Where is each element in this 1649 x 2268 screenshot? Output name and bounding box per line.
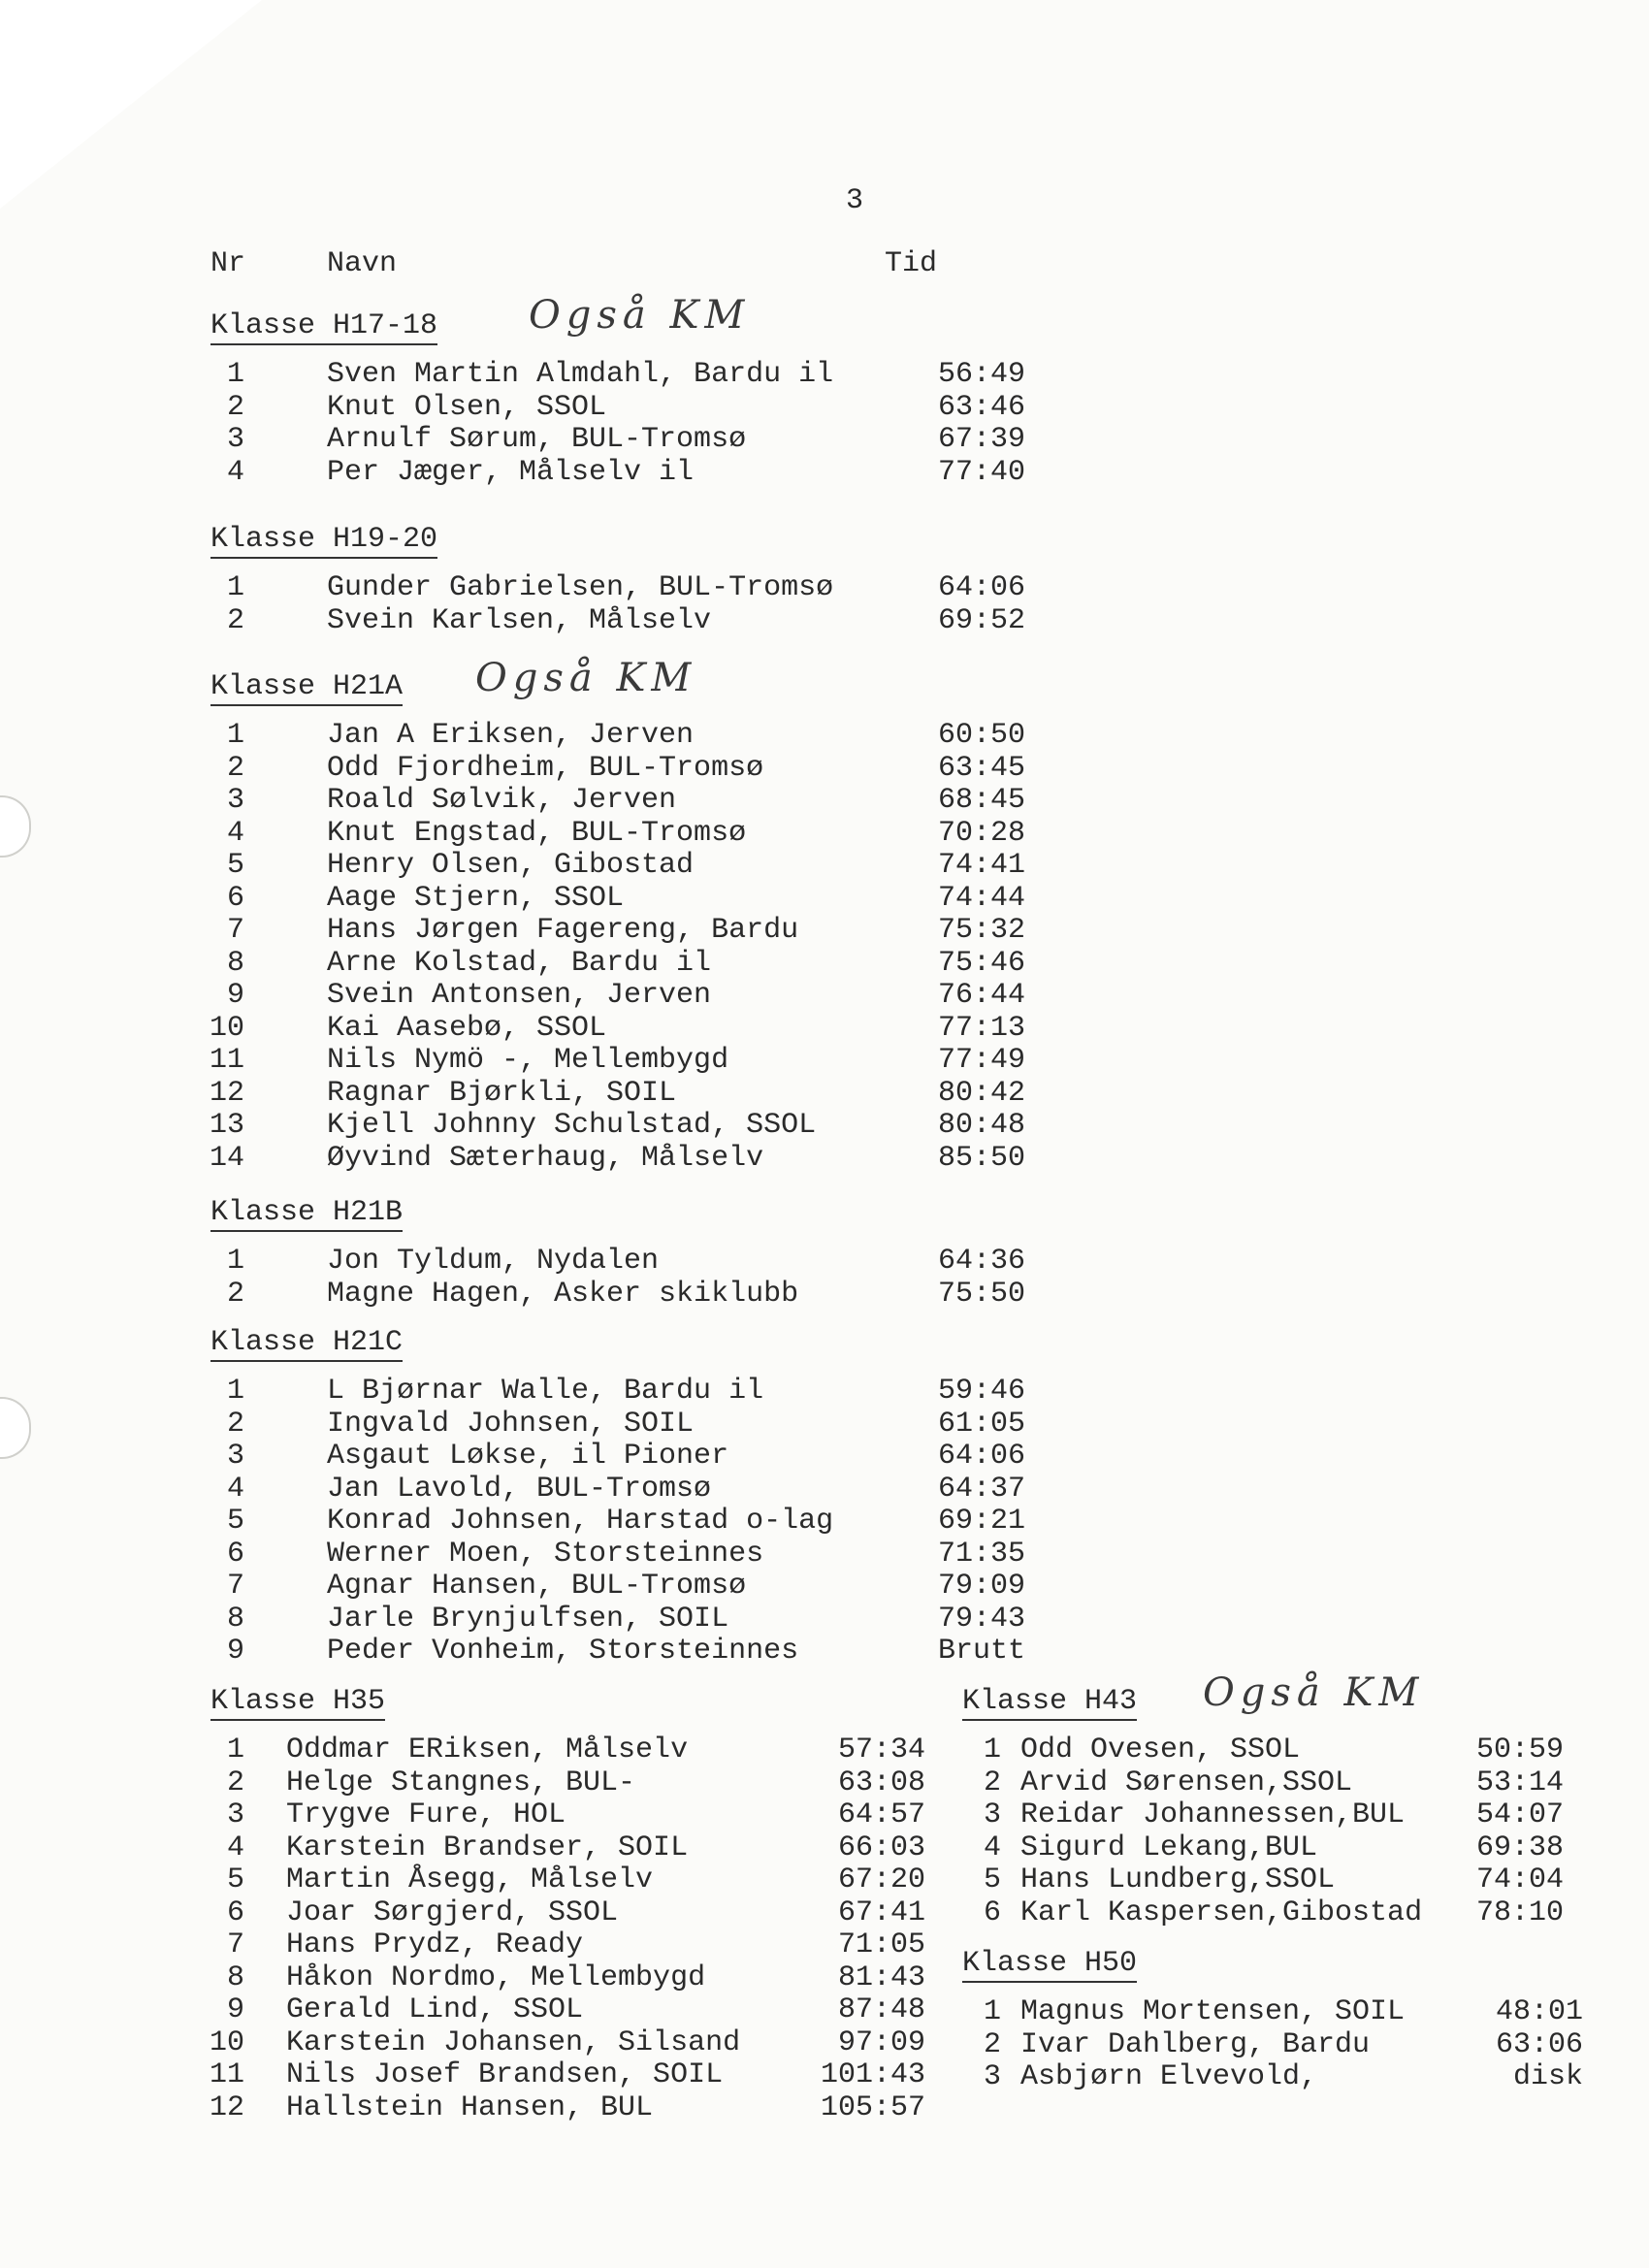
- result-row: [209, 1141, 1025, 1176]
- finish-time: 78:10: [1475, 1895, 1564, 1929]
- result-row: [210, 1537, 1025, 1571]
- runner-name: Kjell Johnny Schulstad, SSOL: [327, 1109, 817, 1142]
- finish-time: 67:41: [837, 1895, 925, 1929]
- section-title: Klasse H35: [210, 1684, 385, 1721]
- result-row: [209, 2025, 925, 2060]
- runner-name: Ragnar Bjørkli, SOIL: [327, 1076, 677, 1110]
- finish-time: 50:59: [1475, 1733, 1564, 1766]
- finish-time: 75:46: [937, 946, 1025, 980]
- place-number: 6: [226, 881, 244, 915]
- result-row: [210, 1928, 925, 1962]
- runner-name: Hallstein Hansen, BUL: [286, 2090, 654, 2124]
- finish-time: 70:28: [937, 816, 1025, 850]
- result-row: [210, 784, 1025, 818]
- place-number: 6: [226, 1537, 244, 1571]
- runner-name: Sven Martin Almdahl, Bardu il: [327, 358, 834, 391]
- runner-name: Hans Jørgen Fagereng, Bardu: [327, 914, 799, 947]
- page-number: 3: [846, 184, 864, 217]
- result-row: [962, 1895, 1564, 1930]
- runner-name: L Bjørnar Walle, Bardu il: [327, 1375, 764, 1408]
- runner-name: Håkon Nordmo, Mellembygd: [286, 1960, 706, 1994]
- runner-name: Magnus Mortensen, SOIL: [1020, 1995, 1406, 2028]
- place-number: 6: [226, 1895, 244, 1929]
- result-list: [962, 1995, 1583, 2094]
- finish-time: 63:06: [1495, 2027, 1583, 2061]
- runner-name: Odd Fjordheim, BUL-Tromsø: [327, 751, 764, 785]
- finish-time: 85:50: [937, 1141, 1025, 1175]
- finish-time: 71:05: [837, 1928, 925, 1961]
- place-number: 12: [209, 1076, 244, 1110]
- section-h21c: [210, 1325, 1025, 1669]
- runner-name: Svein Karlsen, Målselv: [327, 603, 712, 637]
- runner-name: Jan A Eriksen, Jerven: [327, 719, 695, 752]
- finish-time: 67:39: [937, 423, 1025, 456]
- runner-name: Hans Lundberg,SSOL: [1020, 1863, 1336, 1896]
- finish-time: 64:06: [937, 571, 1025, 604]
- finish-time: 64:36: [937, 1245, 1025, 1278]
- place-number: 1: [226, 1733, 244, 1766]
- result-list: [209, 719, 1025, 1175]
- result-row: [210, 1570, 1025, 1604]
- section-title: Klasse H21B: [210, 1195, 403, 1232]
- finish-time: 77:40: [937, 455, 1025, 489]
- finish-time: 67:20: [837, 1863, 925, 1896]
- finish-time: 56:49: [937, 358, 1025, 391]
- place-number: 11: [209, 1044, 244, 1077]
- place-number: 7: [226, 1570, 244, 1603]
- runner-name: Trygve Fure, HOL: [286, 1798, 566, 1831]
- place-number: 11: [209, 2058, 244, 2091]
- runner-name: Sigurd Lekang,BUL: [1020, 1831, 1318, 1864]
- place-number: 10: [209, 1011, 244, 1045]
- finish-time: 59:46: [937, 1375, 1025, 1408]
- section-title: Klasse H21A: [210, 669, 403, 706]
- runner-name: Jon Tyldum, Nydalen: [327, 1245, 660, 1278]
- runner-name: Peder Vonheim, Storsteinnes: [327, 1635, 799, 1668]
- finish-time: 54:07: [1475, 1798, 1564, 1831]
- place-number: 7: [226, 914, 244, 947]
- header-tid: Tid: [885, 247, 938, 280]
- finish-time: 69:21: [937, 1505, 1025, 1538]
- result-row: [210, 1798, 925, 1832]
- finish-time: 87:48: [837, 1993, 925, 2026]
- finish-time: 105:57: [820, 2090, 925, 2124]
- result-row: [210, 1407, 1025, 1442]
- place-number: 3: [226, 1440, 244, 1473]
- finish-time: 77:13: [937, 1011, 1025, 1045]
- finish-time: 60:50: [937, 719, 1025, 752]
- place-number: 1: [226, 571, 244, 604]
- runner-name: Martin Åsegg, Målselv: [286, 1863, 654, 1896]
- finish-time: 61:05: [937, 1407, 1025, 1441]
- finish-time: 80:42: [937, 1076, 1025, 1110]
- runner-name: Aage Stjern, SSOL: [327, 881, 625, 915]
- finish-time: 57:34: [837, 1733, 925, 1766]
- runner-name: Reidar Johannessen,BUL: [1020, 1798, 1406, 1831]
- runner-name: Asbjørn Elvevold,: [1020, 2060, 1318, 2093]
- runner-name: Karstein Johansen, Silsand: [286, 2025, 741, 2059]
- result-row: [210, 1375, 1025, 1409]
- finish-time: 69:38: [1475, 1831, 1564, 1864]
- runner-name: Arne Kolstad, Bardu il: [327, 946, 712, 980]
- place-number: 3: [226, 784, 244, 817]
- runner-name: Knut Engstad, BUL-Tromsø: [327, 816, 747, 850]
- section-title: Klasse H50: [962, 1946, 1137, 1983]
- result-row: [210, 455, 1025, 490]
- result-row: [209, 2090, 925, 2125]
- result-row: [962, 1733, 1564, 1767]
- place-number: 5: [983, 1863, 1001, 1896]
- runner-name: Kai Aasebø, SSOL: [327, 1011, 607, 1045]
- section-h19-20: [210, 522, 1025, 637]
- place-number: 5: [226, 1505, 244, 1538]
- result-row: [210, 423, 1025, 457]
- result-row: [210, 1635, 1025, 1669]
- finish-time: 64:06: [937, 1440, 1025, 1473]
- result-row: [210, 1863, 925, 1897]
- result-row: [210, 979, 1025, 1013]
- place-number: 3: [226, 423, 244, 456]
- finish-time: 48:01: [1495, 1995, 1583, 2028]
- result-row: [210, 1602, 1025, 1636]
- section-h35: [209, 1684, 925, 2124]
- runner-name: Konrad Johnsen, Harstad o-lag: [327, 1505, 834, 1538]
- finish-time: 71:35: [937, 1537, 1025, 1571]
- place-number: 2: [983, 1766, 1001, 1799]
- runner-name: Magne Hagen, Asker skiklubb: [327, 1277, 799, 1311]
- runner-name: Per Jæger, Målselv il: [327, 455, 695, 489]
- place-number: 14: [209, 1141, 244, 1175]
- result-row: [962, 2027, 1583, 2062]
- result-list: [210, 1375, 1025, 1669]
- place-number: 4: [226, 455, 244, 489]
- handwritten-note: Også KM: [529, 293, 751, 338]
- finish-time: 74:04: [1475, 1863, 1564, 1896]
- runner-name: Øyvind Sæterhaug, Målselv: [327, 1141, 764, 1175]
- handwritten-note: Også KM: [1203, 1670, 1425, 1715]
- runner-name: Karl Kaspersen,Gibostad: [1020, 1895, 1423, 1929]
- handwritten-note: Også KM: [475, 656, 697, 700]
- place-number: 12: [209, 2090, 244, 2124]
- result-row: [210, 914, 1025, 948]
- result-list: [209, 1733, 925, 2124]
- section-title: Klasse H43: [962, 1684, 1137, 1721]
- result-row: [210, 571, 1025, 605]
- result-row: [962, 1766, 1564, 1800]
- result-row: [210, 1472, 1025, 1507]
- finish-time: 97:09: [837, 2025, 925, 2059]
- place-number: 2: [226, 603, 244, 637]
- result-row: [210, 1895, 925, 1930]
- place-number: 9: [226, 1635, 244, 1668]
- runner-name: Arvid Sørensen,SSOL: [1020, 1766, 1353, 1799]
- place-number: 2: [226, 1407, 244, 1441]
- place-number: 7: [226, 1928, 244, 1961]
- runner-name: Asgaut Løkse, il Pioner: [327, 1440, 729, 1473]
- finish-time: 75:50: [937, 1277, 1025, 1311]
- runner-name: Gunder Gabrielsen, BUL-Tromsø: [327, 571, 834, 604]
- section-title: Klasse H19-20: [210, 522, 437, 559]
- result-row: [210, 1733, 925, 1767]
- result-list: [210, 571, 1025, 637]
- result-row: [209, 1076, 1025, 1111]
- section-title: Klasse H17-18: [210, 308, 437, 345]
- place-number: 2: [226, 390, 244, 424]
- result-row: [210, 1993, 925, 2027]
- runner-name: Karstein Brandser, SOIL: [286, 1831, 689, 1864]
- runner-name: Werner Moen, Storsteinnes: [327, 1537, 764, 1571]
- finish-time: disk: [1512, 2060, 1583, 2093]
- place-number: 3: [983, 2060, 1001, 2093]
- result-row: [210, 946, 1025, 981]
- result-row: [209, 2058, 925, 2092]
- runner-name: Knut Olsen, SSOL: [327, 390, 607, 424]
- place-number: 8: [226, 1960, 244, 1994]
- runner-name: Joar Sørgjerd, SSOL: [286, 1895, 619, 1929]
- result-row: [962, 1863, 1564, 1897]
- result-row: [210, 1440, 1025, 1474]
- finish-time: 81:43: [837, 1960, 925, 1994]
- result-row: [962, 1995, 1583, 2029]
- finish-time: Brutt: [937, 1635, 1025, 1668]
- header-nr: Nr: [210, 247, 246, 280]
- runner-name: Odd Ovesen, SSOL: [1020, 1733, 1301, 1766]
- finish-time: 63:08: [837, 1766, 925, 1799]
- finish-time: 68:45: [937, 784, 1025, 817]
- place-number: 2: [226, 1277, 244, 1311]
- result-row: [210, 1766, 925, 1800]
- runner-name: Jarle Brynjulfsen, SOIL: [327, 1602, 729, 1636]
- finish-time: 75:32: [937, 914, 1025, 947]
- finish-time: 53:14: [1475, 1766, 1564, 1799]
- runner-name: Nils Josef Brandsen, SOIL: [286, 2058, 724, 2091]
- runner-name: Arnulf Sørum, BUL-Tromsø: [327, 423, 747, 456]
- result-row: [210, 1831, 925, 1865]
- result-row: [210, 751, 1025, 786]
- finish-time: 66:03: [837, 1831, 925, 1864]
- runner-name: Nils Nymö -, Mellembygd: [327, 1044, 729, 1077]
- result-list: [962, 1733, 1564, 1929]
- runner-name: Ingvald Johnsen, SOIL: [327, 1407, 695, 1441]
- finish-time: 76:44: [937, 979, 1025, 1012]
- place-number: 6: [983, 1895, 1001, 1929]
- result-row: [210, 390, 1025, 425]
- place-number: 9: [226, 1993, 244, 2026]
- place-number: 2: [226, 751, 244, 785]
- finish-time: 79:43: [937, 1602, 1025, 1636]
- runner-name: Agnar Hansen, BUL-Tromsø: [327, 1570, 747, 1603]
- finish-time: 64:57: [837, 1798, 925, 1831]
- finish-time: 74:44: [937, 881, 1025, 915]
- runner-name: Hans Prydz, Ready: [286, 1928, 584, 1961]
- place-number: 4: [226, 1472, 244, 1506]
- finish-time: 63:45: [937, 751, 1025, 785]
- finish-time: 79:09: [937, 1570, 1025, 1603]
- runner-name: Ivar Dahlberg, Bardu: [1020, 2027, 1371, 2061]
- place-number: 13: [209, 1109, 244, 1142]
- result-row: [210, 719, 1025, 753]
- finish-time: 64:37: [937, 1472, 1025, 1506]
- place-number: 5: [226, 849, 244, 882]
- result-row: [210, 1960, 925, 1995]
- runner-name: Gerald Lind, SSOL: [286, 1993, 584, 2026]
- result-row: [210, 358, 1025, 392]
- finish-time: 101:43: [820, 2058, 925, 2091]
- place-number: 4: [226, 816, 244, 850]
- result-row: [209, 1044, 1025, 1078]
- place-number: 3: [226, 1798, 244, 1831]
- result-row: [210, 1277, 1025, 1312]
- result-row: [210, 849, 1025, 883]
- place-number: 1: [226, 1375, 244, 1408]
- runner-name: Svein Antonsen, Jerven: [327, 979, 712, 1012]
- finish-time: 77:49: [937, 1044, 1025, 1077]
- result-row: [962, 2060, 1583, 2094]
- result-row: [210, 603, 1025, 638]
- place-number: 8: [226, 1602, 244, 1636]
- runner-name: Jan Lavold, BUL-Tromsø: [327, 1472, 712, 1506]
- result-list: [210, 1245, 1025, 1311]
- result-row: [962, 1798, 1564, 1832]
- result-row: [209, 1109, 1025, 1143]
- result-row: [210, 1505, 1025, 1539]
- runner-name: Oddmar ERiksen, Målselv: [286, 1733, 689, 1766]
- section-h50: [962, 1946, 1583, 2094]
- place-number: 5: [226, 1863, 244, 1896]
- result-row: [962, 1831, 1564, 1865]
- place-number: 2: [983, 2027, 1001, 2061]
- place-number: 1: [983, 1733, 1001, 1766]
- finish-time: 74:41: [937, 849, 1025, 882]
- runner-name: Henry Olsen, Gibostad: [327, 849, 695, 882]
- place-number: 1: [226, 358, 244, 391]
- header-navn: Navn: [327, 247, 398, 280]
- place-number: 1: [226, 719, 244, 752]
- runner-name: Roald Sølvik, Jerven: [327, 784, 677, 817]
- result-row: [210, 816, 1025, 851]
- place-number: 1: [226, 1245, 244, 1278]
- finish-time: 63:46: [937, 390, 1025, 424]
- result-list: [210, 358, 1025, 489]
- place-number: 2: [226, 1766, 244, 1799]
- place-number: 9: [226, 979, 244, 1012]
- result-row: [209, 1011, 1025, 1046]
- place-number: 1: [983, 1995, 1001, 2028]
- section-h21b: [210, 1195, 1025, 1311]
- result-row: [210, 881, 1025, 916]
- place-number: 4: [983, 1831, 1001, 1864]
- place-number: 8: [226, 946, 244, 980]
- runner-name: Helge Stangnes, BUL-: [286, 1766, 636, 1799]
- place-number: 10: [209, 2025, 244, 2059]
- result-row: [210, 1245, 1025, 1279]
- section-title: Klasse H21C: [210, 1325, 403, 1362]
- place-number: 4: [226, 1831, 244, 1864]
- finish-time: 80:48: [937, 1109, 1025, 1142]
- place-number: 3: [983, 1798, 1001, 1831]
- finish-time: 69:52: [937, 603, 1025, 637]
